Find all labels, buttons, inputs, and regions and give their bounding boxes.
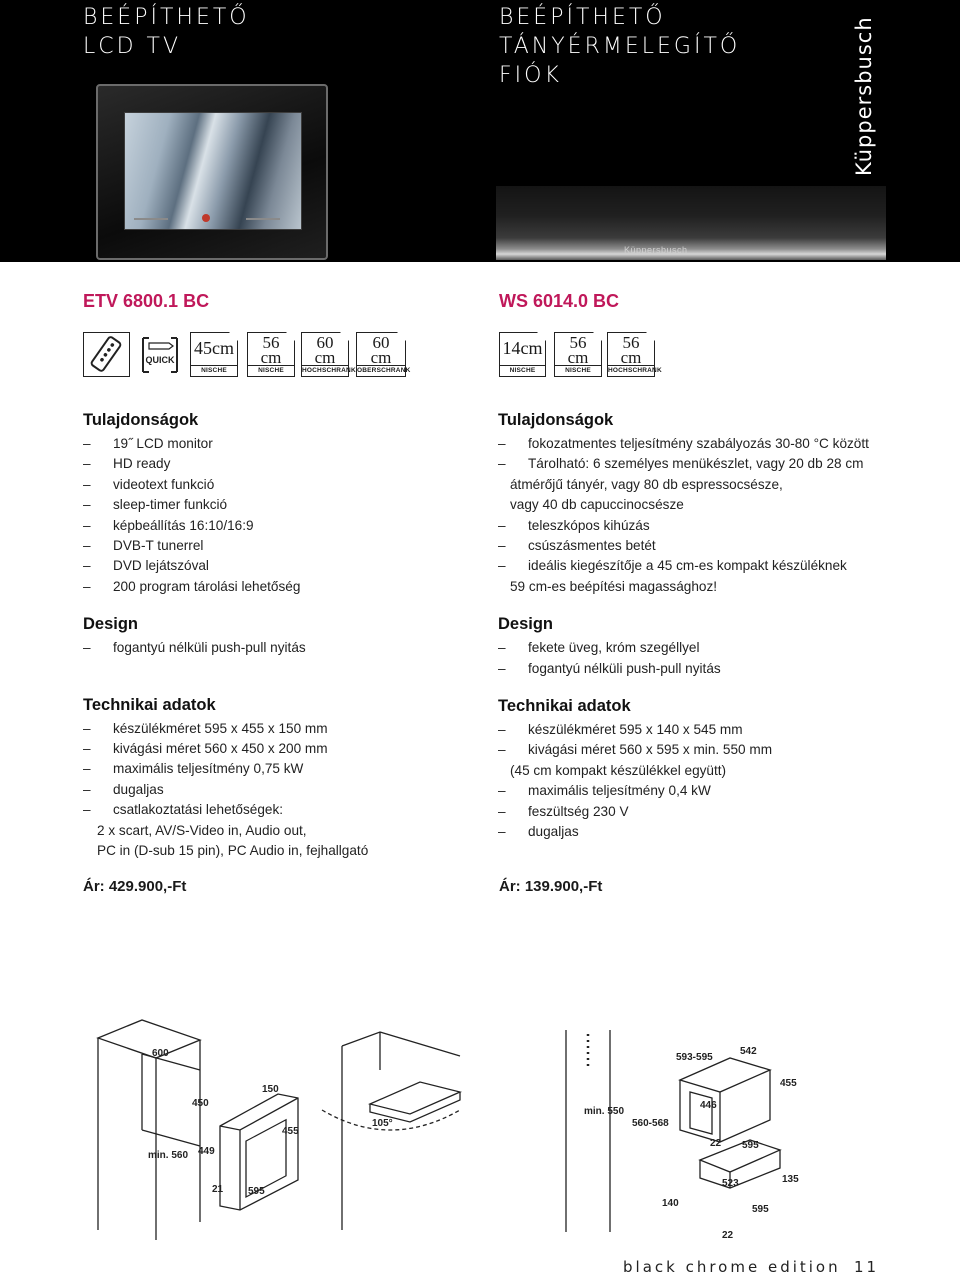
tv-product-image [96,84,328,260]
badge-value: 45cm [194,338,234,358]
left-title-line-1: BEÉPÍTHETŐ [83,5,250,30]
dim-label: 455 [282,1126,299,1137]
list-item: – dugaljas [83,780,503,800]
dim-label: min. 550 [584,1106,625,1117]
hochschrank-56-badge [607,332,662,377]
list-item: 2 x scart, AV/S-Video in, Audio out, [97,822,307,838]
right-title-line-1: BEÉPÍTHETŐ [499,5,666,30]
dim-label: 21 [212,1184,224,1195]
properties-heading: Tulajdonságok [498,411,614,429]
list-item: – készülékméret 595 x 455 x 150 mm [83,719,503,739]
dim-label: min. 560 [148,1150,189,1161]
badge-value: 60 cm [370,333,392,367]
right-spec-column [498,410,918,843]
list-item: – fogantyú nélküli push-pull nyitás [498,659,918,679]
right-title-line-3: FIÓK [499,63,562,88]
dim-label: 446 [700,1100,717,1111]
list-item: vagy 40 db capuccinocsésze [510,497,684,513]
right-feature-badges [499,332,662,378]
list-item: – 19˝ LCD monitor [83,434,503,454]
dim-label: 523 [722,1178,739,1189]
list-item: – ideális kiegészítője a 45 cm-es kompakt készüléknek [498,556,918,576]
badge-label: NISCHE [191,365,237,376]
dim-label: 595 [752,1204,769,1215]
niche-14-badge [499,332,546,377]
list-item: – dugaljas [498,822,918,842]
left-model-name: ETV 6800.1 BC [83,291,210,311]
badge-value: 56 cm [620,333,642,367]
right-model-name: WS 6014.0 BC [499,291,620,311]
tv-power-led [202,214,210,222]
list-item: – csatlakoztatási lehetőségek: [83,800,503,820]
dim-label: 542 [740,1046,757,1057]
list-item: – fogantyú nélküli push-pull nyitás [83,638,503,658]
left-price: Ár: 429.900,-Ft [83,878,187,895]
left-feature-badges [83,332,413,378]
edition-footer: black chrome edition [623,1258,841,1276]
dim-label: 600 [152,1048,169,1059]
list-item: PC in (D-sub 15 pin), PC Audio in, fejhallgató [97,843,369,859]
badge-label: NISCHE [555,365,601,376]
niche-56-badge [554,332,602,377]
list-item: – készülékméret 595 x 140 x 545 mm [498,720,918,740]
brand-logo: Küppersbusch [852,16,876,176]
list-item: – maximális teljesítmény 0,4 kW [498,781,918,801]
list-item: – fekete üveg, króm szegéllyel [498,638,918,658]
tech-heading: Technikai adatok [498,697,631,716]
dim-label: 150 [262,1084,279,1095]
dim-label: 22 [722,1230,734,1240]
tv-trim [134,218,168,220]
dim-label: 135 [782,1174,799,1185]
dim-label: 593-595 [676,1052,713,1063]
niche-56-badge [247,332,295,377]
drawer-product-image [496,186,886,260]
badge-label: OBERSCHRANK [357,367,411,374]
niche-45-badge [190,332,238,377]
dim-label: 595 [248,1186,265,1197]
list-item: – feszültség 230 V [498,802,918,822]
drawer-brand: Küppersbusch [624,245,688,255]
list-item: – sleep-timer funkció [83,495,503,515]
list-item: – Tárolható: 6 személyes menükészlet, vagy 20 db 28 cm [498,454,918,474]
left-title-line-2: LCD TV [83,34,182,59]
list-item: (45 cm kompakt készülékkel együtt) [510,762,727,778]
badge-value: 14cm [502,338,543,358]
right-price: Ár: 139.900,-Ft [499,878,603,895]
design-heading: Design [498,615,554,634]
left-spec-column [83,410,503,862]
list-item: – csúszásmentes betét [498,536,918,556]
installation-diagrams [90,1010,810,1240]
list-item: – 200 program tárolási lehetőség [83,577,503,597]
right-product-title [499,3,740,90]
properties-heading: Tulajdonságok [83,411,199,429]
design-heading: Design [83,615,139,634]
tv-screen [124,112,302,230]
dim-label: 595 [742,1140,759,1151]
quick-icon [139,332,181,377]
list-item: – kivágási méret 560 x 450 x 200 mm [83,739,503,759]
list-item: – teleszkópos kihúzás [498,516,918,536]
hochschrank-60-badge [301,332,356,377]
list-item: 59 cm-es beépítési magassághoz! [510,578,718,594]
right-title-line-2: TÁNYÉRMELEGÍTŐ [499,34,741,59]
tech-heading: Technikai adatok [83,695,216,714]
dim-label: 140 [662,1198,679,1209]
list-item: – videotext funkció [83,475,503,495]
left-product-title [83,3,250,61]
dim-label: 105° [372,1118,393,1129]
list-item: – DVD lejátszóval [83,556,503,576]
list-item: átmérőjű tányér, vagy 80 db espressocsésze, [510,476,783,492]
remote-control-icon [83,332,130,377]
badge-label: HOCHSCHRANK [608,367,662,374]
badge-value: 56 cm [260,333,282,367]
dim-label: 22 [710,1138,722,1149]
dim-label: 450 [192,1098,209,1109]
list-item: – HD ready [83,454,503,474]
page-number: 11 [854,1258,880,1276]
list-item: – maximális teljesítmény 0,75 kW [83,759,503,779]
dim-label: 449 [198,1146,215,1157]
oberschrank-60-badge [356,332,411,377]
badge-value: 60 cm [314,333,336,367]
badge-label: NISCHE [248,365,294,376]
list-item: – fokozatmentes teljesítmény szabályozás 30-80 °C között [498,434,918,454]
tv-trim [246,218,280,220]
list-item: – kivágási méret 560 x 595 x min. 550 mm [498,740,918,760]
badge-label: HOCHSCHRANK [302,367,356,374]
quick-label: QUICK [145,355,175,365]
badge-label: NISCHE [500,365,545,376]
list-item: – képbeállítás 16:10/16:9 [83,516,503,536]
dim-label: 560-568 [632,1118,669,1129]
list-item: – DVB-T tunerrel [83,536,503,556]
badge-value: 56 cm [567,333,589,367]
dim-label: 455 [780,1078,797,1089]
header-banner [0,0,960,262]
